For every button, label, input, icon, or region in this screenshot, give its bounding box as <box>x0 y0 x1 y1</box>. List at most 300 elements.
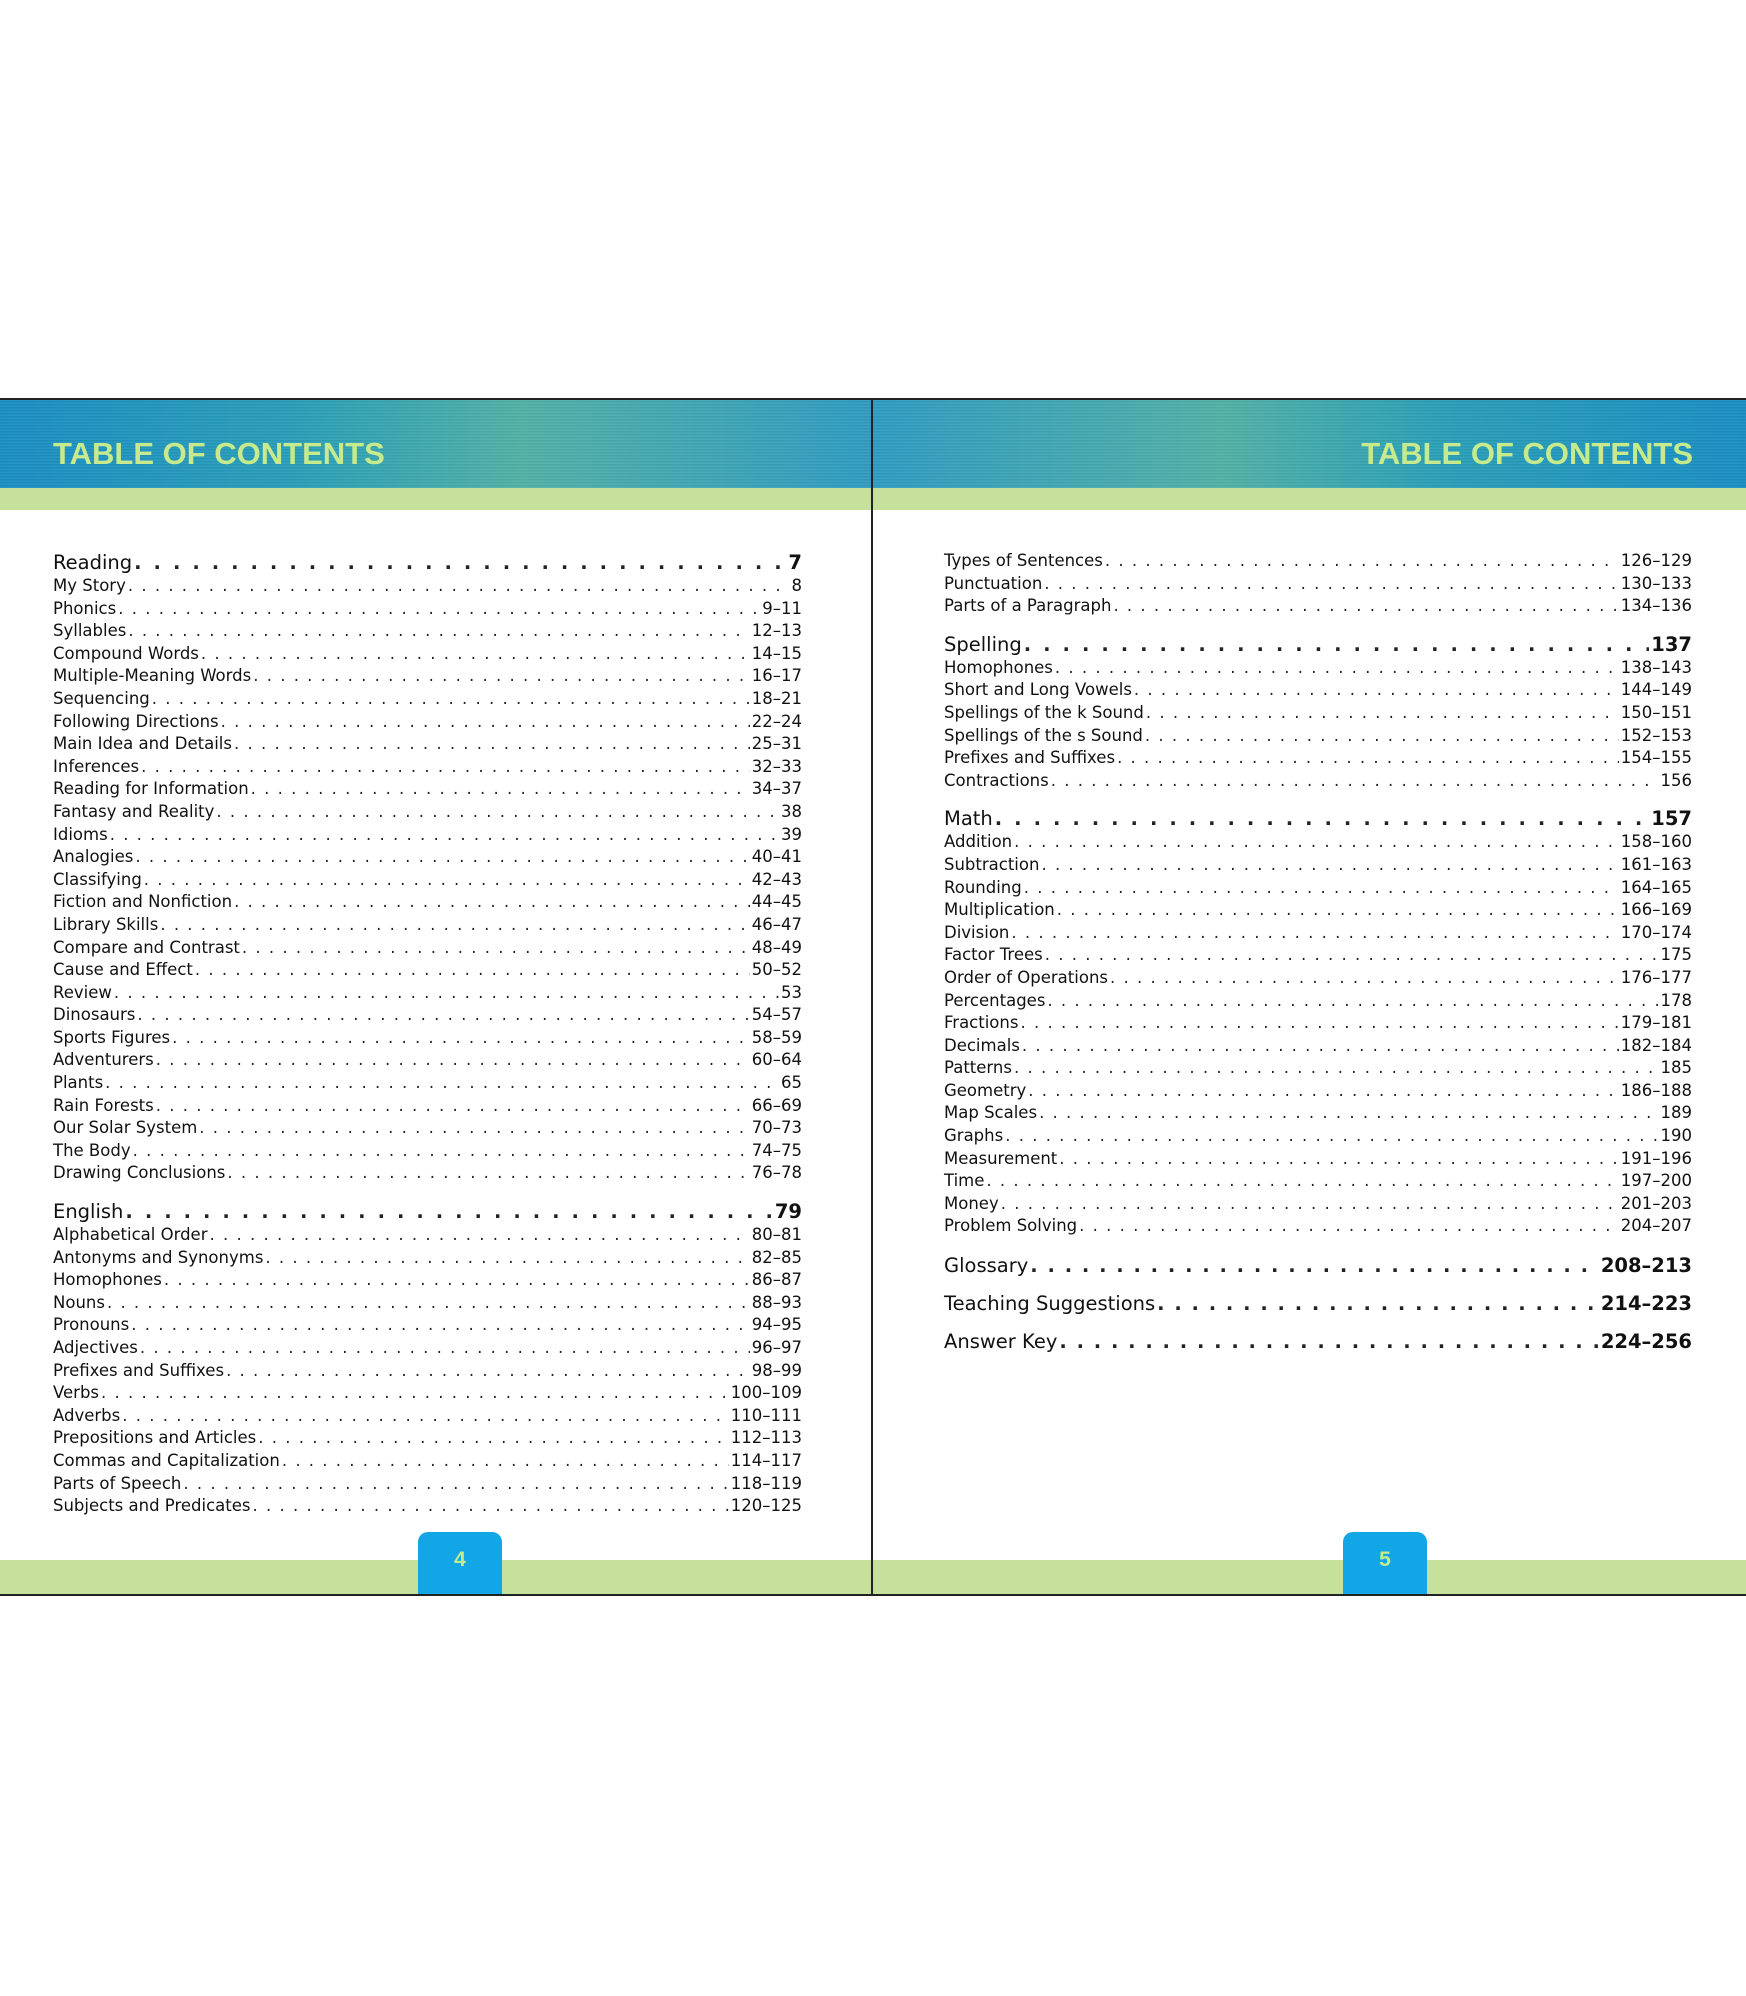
toc-entry-label: Alphabetical Order <box>53 1225 208 1245</box>
toc-entry-page: 156 <box>1660 770 1692 790</box>
toc-entry-label: Sequencing <box>53 688 150 708</box>
toc-entry-label: Prepositions and Articles <box>53 1428 257 1448</box>
left-page <box>0 400 871 1594</box>
dot-leader <box>133 1140 750 1163</box>
toc-entry-page: 65 <box>781 1073 802 1093</box>
toc-entry-label: Measurement <box>944 1148 1058 1168</box>
toc-entry <box>944 967 1692 990</box>
toc-entry-label: Compare and Contrast <box>53 937 240 957</box>
toc-entry <box>944 550 1692 573</box>
toc-entry-label: Subtraction <box>944 854 1040 874</box>
toc-entry-page: 170–174 <box>1620 922 1692 942</box>
toc-entry-label: Nouns <box>53 1292 105 1312</box>
dot-leader <box>282 1450 729 1473</box>
toc-entry <box>53 801 802 824</box>
toc-entry-label: Idioms <box>53 824 108 844</box>
toc-entry-label: Inferences <box>53 756 140 776</box>
toc-entry-page: 74–75 <box>751 1140 802 1160</box>
toc-entry-page: 175 <box>1660 945 1692 965</box>
dot-leader <box>1024 632 1650 657</box>
dot-leader <box>226 1360 750 1383</box>
toc-entry-page: 70–73 <box>751 1118 802 1138</box>
toc-entry <box>53 1360 802 1383</box>
dot-leader <box>156 1049 750 1072</box>
toc-entry-page: 94–95 <box>751 1315 802 1335</box>
toc-entry-label: Parts of a Paragraph <box>944 596 1112 616</box>
toc-entry-page: 208–213 <box>1600 1254 1692 1278</box>
toc-entry <box>53 824 802 847</box>
dot-leader <box>1059 1328 1598 1356</box>
toc-entry <box>53 1247 802 1270</box>
dot-leader <box>107 1292 750 1315</box>
toc-entry-label: Library Skills <box>53 914 159 934</box>
toc-entry <box>53 575 802 598</box>
toc-entry-page: 204–207 <box>1620 1216 1692 1236</box>
toc-entry-page: 137 <box>1651 632 1692 656</box>
toc-entry <box>53 1140 802 1163</box>
dot-leader <box>164 1269 750 1292</box>
dot-leader <box>140 1337 750 1360</box>
toc-entry-page: 14–15 <box>751 643 802 663</box>
toc-entry-page: 46–47 <box>751 914 802 934</box>
toc-entry-page: 130–133 <box>1620 573 1692 593</box>
toc-entry-page: 166–169 <box>1620 900 1692 920</box>
dot-leader <box>172 1027 750 1050</box>
toc-entry <box>944 854 1692 877</box>
section-heading <box>53 550 802 575</box>
toc-entry-label: Map Scales <box>944 1103 1038 1123</box>
toc-entry-page: 186–188 <box>1620 1080 1692 1100</box>
dot-leader <box>105 1072 779 1095</box>
toc-entry <box>944 725 1692 748</box>
toc-entry-page: 12–13 <box>751 621 802 641</box>
toc-section <box>944 550 1692 618</box>
dot-leader <box>1041 854 1618 877</box>
toc-entry <box>944 573 1692 596</box>
back-matter-entry <box>944 1252 1692 1280</box>
page-number: 5 <box>1343 1532 1427 1594</box>
dot-leader <box>251 778 750 801</box>
dot-leader <box>1011 922 1618 945</box>
page-header <box>0 400 871 488</box>
toc-entry <box>53 688 802 711</box>
dot-leader <box>234 891 750 914</box>
back-matter <box>944 1252 1692 1356</box>
toc-entry <box>53 1095 802 1118</box>
dot-leader <box>1014 1057 1659 1080</box>
dot-leader <box>1045 944 1659 967</box>
dot-leader <box>1079 1215 1619 1238</box>
toc-entry <box>53 869 802 892</box>
toc-entry-page: 224–256 <box>1600 1330 1692 1354</box>
toc-entry-page: 86–87 <box>751 1270 802 1290</box>
toc-entry <box>944 1080 1692 1103</box>
toc-entry-page: 158–160 <box>1620 832 1692 852</box>
toc-entry-label: Our Solar System <box>53 1118 198 1138</box>
table-of-contents-left <box>53 550 802 1532</box>
toc-entry <box>53 1382 802 1405</box>
dot-leader <box>227 1162 749 1185</box>
toc-entry <box>53 1405 802 1428</box>
section-heading <box>944 806 1692 831</box>
toc-entry-label: Punctuation <box>944 573 1043 593</box>
dot-leader <box>199 1117 749 1140</box>
toc-entry <box>53 959 802 982</box>
page-title: TABLE OF CONTENTS <box>1361 436 1693 471</box>
toc-entry-page: 48–49 <box>751 937 802 957</box>
page-header <box>873 400 1746 488</box>
toc-section <box>53 550 802 1185</box>
section-heading <box>53 1199 802 1224</box>
toc-entry-page: 80–81 <box>751 1225 802 1245</box>
dot-leader <box>234 733 750 756</box>
toc-entry-page: 214–223 <box>1600 1292 1692 1316</box>
dot-leader <box>125 1199 772 1224</box>
toc-entry-label: Spelling <box>944 632 1022 656</box>
dot-leader <box>1110 967 1619 990</box>
dot-leader <box>183 1473 728 1496</box>
toc-entry-page: 138–143 <box>1620 657 1692 677</box>
toc-entry-page: 34–37 <box>751 779 802 799</box>
toc-entry-label: Decimals <box>944 1035 1020 1055</box>
toc-entry <box>53 733 802 756</box>
toc-entry-page: 66–69 <box>751 1095 802 1115</box>
toc-entry <box>53 643 802 666</box>
toc-entry <box>944 747 1692 770</box>
toc-entry-page: 44–45 <box>751 892 802 912</box>
dot-leader <box>101 1382 729 1405</box>
toc-entry-label: Phonics <box>53 598 117 618</box>
dot-leader <box>253 1495 729 1518</box>
toc-section <box>53 1199 802 1518</box>
toc-entry-page: 38 <box>781 801 802 821</box>
dot-leader <box>258 1427 729 1450</box>
dot-leader <box>201 643 750 666</box>
toc-entry-label: Prefixes and Suffixes <box>944 748 1116 768</box>
toc-entry-label: Prefixes and Suffixes <box>53 1360 225 1380</box>
toc-entry <box>53 1117 802 1140</box>
toc-entry <box>53 1269 802 1292</box>
dot-leader <box>134 550 786 575</box>
dot-leader <box>265 1247 749 1270</box>
toc-entry <box>944 922 1692 945</box>
dot-leader <box>114 982 779 1005</box>
toc-entry-page: 154–155 <box>1620 748 1692 768</box>
right-page <box>873 400 1746 1594</box>
toc-entry <box>53 1162 802 1185</box>
toc-entry-label: Adventurers <box>53 1050 154 1070</box>
dot-leader <box>1005 1125 1658 1148</box>
toc-entry-page: 32–33 <box>751 756 802 776</box>
toc-entry-page: 189 <box>1660 1103 1692 1123</box>
dot-leader <box>242 937 750 960</box>
dot-leader <box>135 846 749 869</box>
toc-entry <box>53 1473 802 1496</box>
toc-entry-label: Fiction and Nonfiction <box>53 892 233 912</box>
toc-entry-page: 176–177 <box>1620 967 1692 987</box>
toc-entry <box>53 1049 802 1072</box>
toc-entry <box>53 1004 802 1027</box>
toc-entry-page: 201–203 <box>1620 1193 1692 1213</box>
toc-entry-label: Teaching Suggestions <box>944 1292 1156 1316</box>
toc-entry-label: Rain Forests <box>53 1095 154 1115</box>
toc-entry-page: 39 <box>781 824 802 844</box>
toc-entry-label: Glossary <box>944 1254 1029 1278</box>
toc-entry-page: 134–136 <box>1620 596 1692 616</box>
toc-entry <box>53 711 802 734</box>
toc-section <box>944 632 1692 793</box>
toc-entry-page: 8 <box>791 576 802 595</box>
toc-entry-label: Answer Key <box>944 1330 1058 1354</box>
toc-entry-page: 96–97 <box>751 1338 802 1357</box>
toc-entry <box>944 1102 1692 1125</box>
dot-leader <box>1055 657 1619 680</box>
toc-entry-label: Order of Operations <box>944 967 1108 987</box>
toc-entry-label: Drawing Conclusions <box>53 1163 226 1183</box>
toc-entry-label: Graphs <box>944 1126 1004 1146</box>
dot-leader <box>156 1095 750 1118</box>
toc-entry-label: Factor Trees <box>944 945 1043 965</box>
toc-entry <box>944 1148 1692 1171</box>
toc-entry-label: Patterns <box>944 1058 1012 1078</box>
toc-entry <box>53 846 802 869</box>
toc-entry <box>53 1495 802 1518</box>
toc-entry-label: English <box>53 1200 124 1224</box>
toc-entry-label: Compound Words <box>53 643 199 663</box>
toc-entry <box>944 702 1692 725</box>
page-number: 4 <box>418 1532 502 1594</box>
toc-entry-label: Commas and Capitalization <box>53 1450 280 1470</box>
toc-entry-label: Money <box>944 1193 999 1213</box>
toc-entry-label: Analogies <box>53 847 134 867</box>
toc-entry-label: Fractions <box>944 1013 1019 1033</box>
dot-leader <box>1044 573 1618 596</box>
toc-entry-label: Reading <box>53 551 133 574</box>
toc-entry-label: Main Idea and Details <box>53 734 232 754</box>
toc-entry <box>53 1292 802 1315</box>
toc-entry <box>944 679 1692 702</box>
toc-entry <box>944 1035 1692 1058</box>
toc-entry-label: Percentages <box>944 990 1046 1010</box>
toc-entry-label: Problem Solving <box>944 1216 1078 1236</box>
dot-leader <box>1039 1102 1658 1125</box>
dot-leader <box>221 711 750 734</box>
toc-entry-label: Contractions <box>944 770 1049 790</box>
toc-entry <box>944 1170 1692 1193</box>
toc-entry-page: 54–57 <box>751 1005 802 1025</box>
toc-entry-label: Parts of Speech <box>53 1473 182 1493</box>
toc-entry <box>53 756 802 779</box>
book-spread <box>0 398 1746 1596</box>
back-matter-entry <box>944 1290 1692 1318</box>
toc-entry-label: Verbs <box>53 1383 100 1403</box>
toc-section <box>944 806 1692 1238</box>
dot-leader <box>144 869 750 892</box>
toc-entry <box>53 1337 802 1360</box>
dot-leader <box>1157 1290 1599 1318</box>
dot-leader <box>1001 1193 1619 1216</box>
toc-entry-label: Spellings of the k Sound <box>944 702 1144 722</box>
toc-entry <box>944 1125 1692 1148</box>
toc-entry-label: Fantasy and Reality <box>53 801 215 821</box>
toc-entry <box>944 1215 1692 1238</box>
toc-entry-label: Division <box>944 922 1010 942</box>
toc-entry-label: Syllables <box>53 621 127 641</box>
toc-entry <box>53 1072 802 1095</box>
dot-leader <box>1024 877 1619 900</box>
toc-entry <box>53 891 802 914</box>
toc-entry <box>944 990 1692 1013</box>
section-heading <box>944 632 1692 657</box>
dot-leader <box>1117 747 1619 770</box>
footer-strip <box>873 1560 1746 1594</box>
toc-entry-page: 79 <box>774 1200 802 1224</box>
toc-entry-label: Dinosaurs <box>53 1005 136 1025</box>
toc-entry-label: Types of Sentences <box>944 551 1103 570</box>
toc-entry-page: 161–163 <box>1620 854 1692 874</box>
toc-entry-page: 9–11 <box>762 598 802 618</box>
toc-entry-label: Time <box>944 1171 985 1191</box>
toc-entry-page: 50–52 <box>751 960 802 980</box>
toc-entry-page: 60–64 <box>751 1050 802 1070</box>
toc-entry <box>944 899 1692 922</box>
toc-entry-page: 110–111 <box>730 1405 802 1425</box>
dot-leader <box>210 1224 750 1247</box>
toc-entry-label: Rounding <box>944 877 1022 897</box>
toc-entry-page: 144–149 <box>1620 680 1692 700</box>
toc-entry <box>944 595 1692 618</box>
toc-entry <box>53 620 802 643</box>
dot-leader <box>1047 990 1658 1013</box>
toc-entry <box>944 944 1692 967</box>
toc-entry-page: 120–125 <box>730 1496 802 1516</box>
toc-entry <box>944 657 1692 680</box>
toc-entry-page: 25–31 <box>751 734 802 754</box>
toc-entry-label: Short and Long Vowels <box>944 680 1132 700</box>
dot-leader <box>1030 1252 1599 1280</box>
toc-entry-label: Spellings of the s Sound <box>944 725 1143 745</box>
dot-leader <box>253 665 750 688</box>
dot-leader <box>195 959 750 982</box>
toc-entry-label: Math <box>944 807 993 831</box>
toc-entry-page: 164–165 <box>1620 877 1692 897</box>
toc-entry-page: 22–24 <box>751 711 802 731</box>
toc-entry <box>53 665 802 688</box>
toc-entry-page: 179–181 <box>1620 1013 1692 1033</box>
toc-entry-page: 18–21 <box>751 688 802 708</box>
dot-leader <box>1020 1012 1618 1035</box>
dot-leader <box>1105 550 1619 573</box>
toc-entry-page: 191–196 <box>1620 1148 1692 1168</box>
toc-entry-page: 190 <box>1660 1126 1692 1146</box>
toc-entry-page: 98–99 <box>751 1360 802 1380</box>
toc-entry-page: 58–59 <box>751 1027 802 1047</box>
toc-entry-page: 76–78 <box>751 1163 802 1183</box>
toc-entry-label: Multiplication <box>944 900 1055 920</box>
toc-entry <box>53 1427 802 1450</box>
toc-entry-label: Plants <box>53 1073 104 1093</box>
dot-leader <box>1145 725 1619 748</box>
dot-leader <box>141 756 750 779</box>
dot-leader <box>1134 679 1619 702</box>
toc-entry-label: Cause and Effect <box>53 960 193 980</box>
table-of-contents-right <box>944 550 1692 1366</box>
toc-entry-label: Homophones <box>53 1270 162 1290</box>
header-strip <box>0 488 871 510</box>
toc-entry-page: 185 <box>1660 1058 1692 1078</box>
toc-entry-label: Homophones <box>944 657 1053 677</box>
toc-entry <box>53 1027 802 1050</box>
toc-entry <box>944 1012 1692 1035</box>
toc-entry-label: Adverbs <box>53 1405 121 1425</box>
toc-entry-page: 126–129 <box>1620 551 1692 570</box>
toc-entry-page: 112–113 <box>730 1428 802 1448</box>
dot-leader <box>137 1004 749 1027</box>
toc-entry <box>944 877 1692 900</box>
toc-entry-page: 152–153 <box>1620 725 1692 745</box>
toc-entry-page: 150–151 <box>1620 702 1692 722</box>
toc-entry-page: 88–93 <box>751 1292 802 1312</box>
toc-entry-label: Sports Figures <box>53 1027 171 1047</box>
toc-entry <box>944 831 1692 854</box>
toc-entry-page: 42–43 <box>751 869 802 889</box>
dot-leader <box>128 575 790 598</box>
toc-entry-label: Multiple-Meaning Words <box>53 666 252 686</box>
toc-entry-label: Antonyms and Synonyms <box>53 1247 264 1267</box>
toc-entry-label: Reading for Information <box>53 779 249 799</box>
toc-entry-page: 53 <box>781 982 802 1002</box>
toc-entry <box>944 1057 1692 1080</box>
toc-entry <box>53 1224 802 1247</box>
toc-entry-page: 182–184 <box>1620 1035 1692 1055</box>
dot-leader <box>1028 1080 1618 1103</box>
toc-entry-page: 16–17 <box>751 666 802 686</box>
dot-leader <box>1022 1035 1619 1058</box>
dot-leader <box>128 620 749 643</box>
toc-entry-page: 178 <box>1660 990 1692 1010</box>
toc-entry-label: Review <box>53 982 112 1002</box>
toc-entry-label: Subjects and Predicates <box>53 1496 251 1516</box>
toc-entry-label: Pronouns <box>53 1315 130 1335</box>
dot-leader <box>1146 702 1619 725</box>
dot-leader <box>160 914 749 937</box>
toc-entry-page: 40–41 <box>751 847 802 867</box>
dot-leader <box>122 1405 729 1428</box>
toc-entry-page: 157 <box>1651 807 1692 831</box>
toc-entry <box>944 770 1692 793</box>
toc-entry <box>53 1450 802 1473</box>
dot-leader <box>110 824 779 847</box>
header-strip <box>873 488 1746 510</box>
dot-leader <box>152 688 750 711</box>
toc-entry-page: 114–117 <box>730 1450 802 1470</box>
toc-entry-label: Geometry <box>944 1080 1027 1100</box>
toc-entry <box>53 937 802 960</box>
toc-entry-page: 118–119 <box>730 1473 802 1493</box>
dot-leader <box>118 598 760 621</box>
dot-leader <box>131 1314 750 1337</box>
toc-entry-page: 82–85 <box>751 1247 802 1267</box>
dot-leader <box>1057 899 1619 922</box>
toc-entry-label: Adjectives <box>53 1338 138 1357</box>
toc-entry-label: Classifying <box>53 869 142 889</box>
dot-leader <box>1051 770 1659 793</box>
dot-leader <box>986 1170 1618 1193</box>
toc-entry-label: Addition <box>944 832 1013 852</box>
back-matter-entry <box>944 1328 1692 1356</box>
dot-leader <box>1113 595 1618 618</box>
toc-entry-page: 100–109 <box>730 1383 802 1403</box>
